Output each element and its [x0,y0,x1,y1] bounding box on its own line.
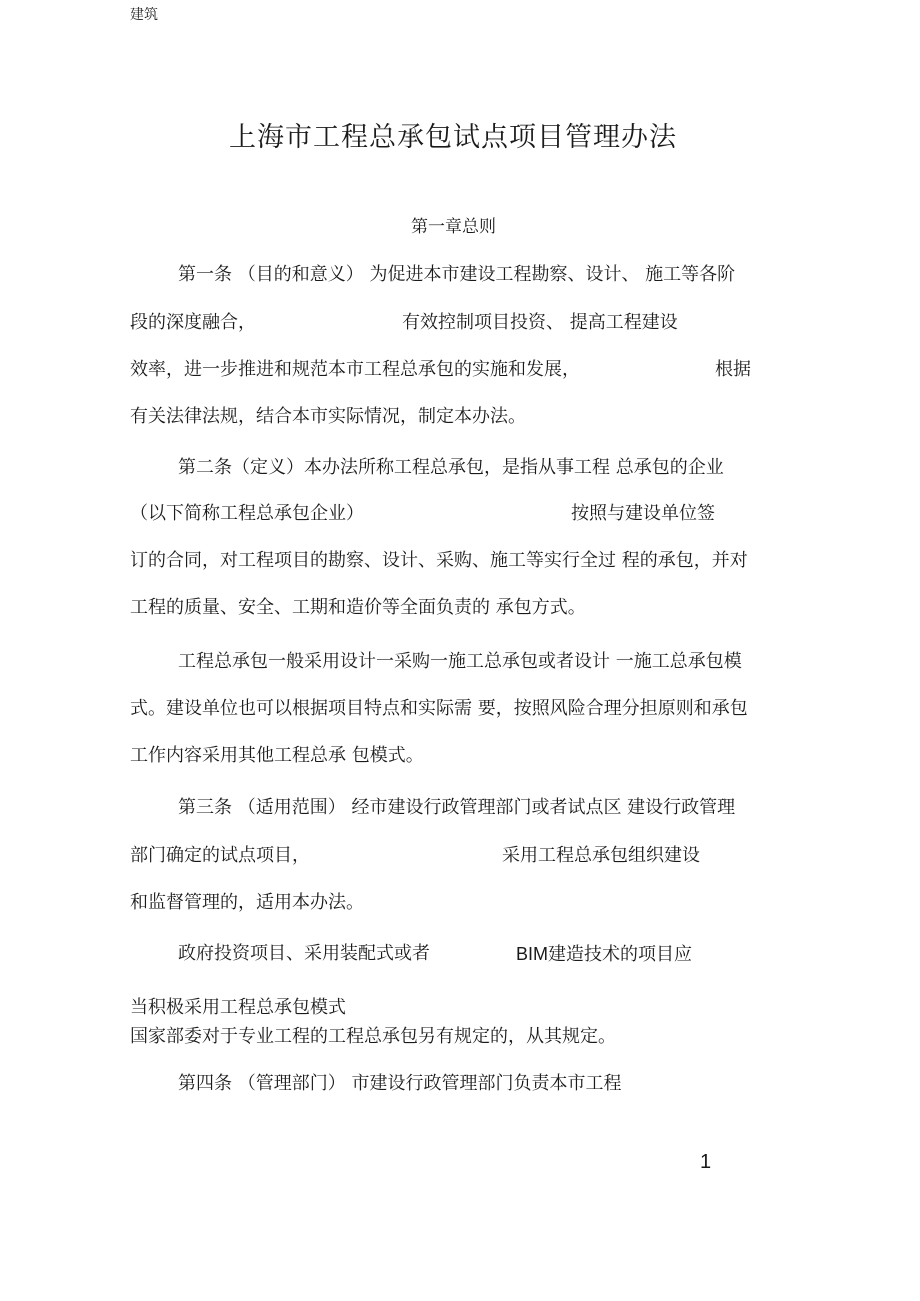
article3-line2a: 部门确定的试点项目， [130,845,310,866]
article3-para2-line1b-rest: 建造技术的项目应 [548,944,693,965]
article2-para2-line2: 式。建设单位也可以根据项目特点和实际需 要，按照风险合理分担原则和承包 [130,698,748,719]
article3-line1: 第三条 （适用范围） 经市建设行政管理部门或者试点区 建设行政管理 [178,797,736,818]
article4-line1: 第四条 （管理部门） 市建设行政管理部门负责本市工程 [178,1073,622,1094]
article1-line3b: 根据 [715,359,751,380]
document-title: 上海市工程总承包试点项目管理办法 [229,122,677,153]
bim-term: BIM [516,944,549,964]
article2-line1: 第二条（定义）本办法所称工程总承包，是指从事工程 总承包的企业 [178,457,724,478]
article1-line1: 第一条 （目的和意义） 为促进本市建设工程勘察、设计、 施工等各阶 [178,264,736,285]
chapter-heading: 第一章总则 [411,217,496,237]
article1-line2b: 有效控制项目投资、 提高工程建设 [402,312,678,333]
article3-line2b: 采用工程总承包组织建设 [502,845,700,866]
article2-line4: 工程的质量、安全、工期和造价等全面负责的 承包方式。 [130,597,586,618]
page-number: 1 [700,1151,712,1173]
article1-line4: 有关法律法规，结合本市实际情况，制定本办法。 [130,406,526,427]
article3-para2-line2: 当积极采用工程总承包模式 [130,997,346,1018]
article3-line3: 和监督管理的，适用本办法。 [130,892,364,913]
article3-para2-line1a: 政府投资项目、采用装配式或者 [178,943,430,964]
header-label: 建筑 [130,7,158,23]
article2-line2a: （以下简称工程总承包企业） [130,503,364,524]
article2-line2b: 按照与建设单位签 [571,503,715,524]
article3-para2-line1b [516,943,692,966]
article1-line2a: 段的深度融合， [130,312,256,333]
article2-line3: 订的合同，对工程项目的勘察、设计、采购、施工等实行全过 程的承包，并对 [130,550,748,571]
article1-line3a: 效率，进一步推进和规范本市工程总承包的实施和发展， [130,359,580,380]
article3-para2-line3: 国家部委对于专业工程的工程总承包另有规定的，从其规定。 [130,1026,616,1047]
article2-para2-line3: 工作内容采用其他工程总承 包模式。 [130,745,424,766]
article2-para2-line1: 工程总承包一般采用设计一采购一施工总承包或者设计 一施工总承包模 [178,651,742,672]
